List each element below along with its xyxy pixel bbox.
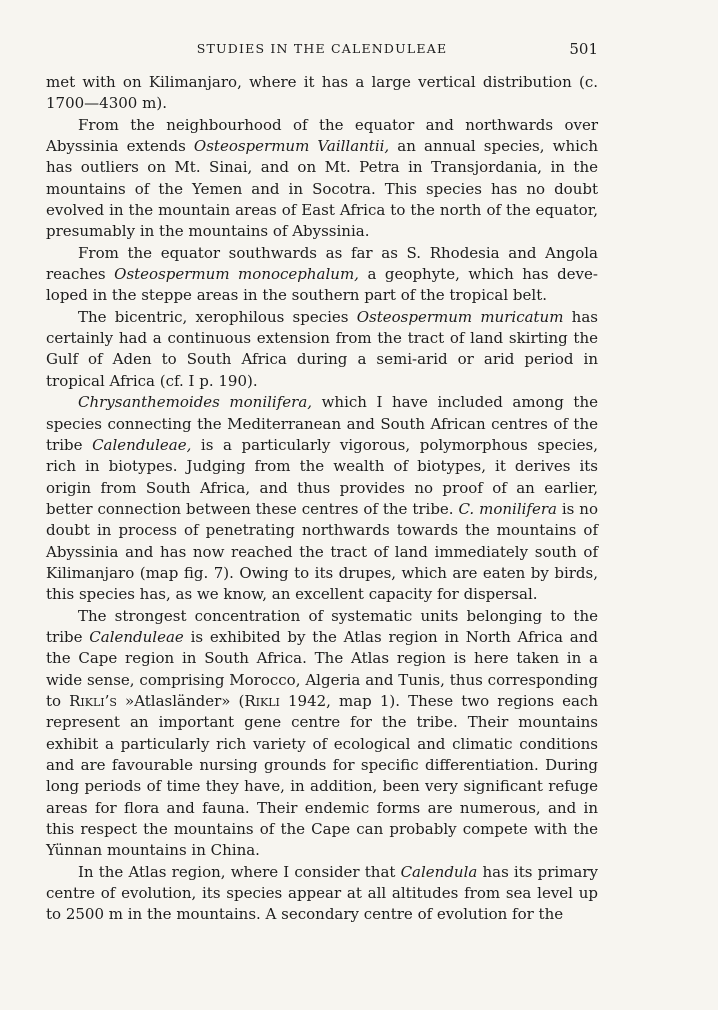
text-run: has certainly had a continuous extension from the tract of land skirting the Gulf of Aden to South Africa during a semi-arid or arid period in tropical Africa (cf. I p. 190). <box>46 307 598 390</box>
text-run: The strongest concentration of systematic units belonging to the tribe <box>46 606 598 646</box>
italic-term: Osteospermum muricatum <box>356 307 564 326</box>
italic-term: C. monilifera <box>458 499 557 518</box>
running-head: STUDIES IN THE CALENDULEAE <box>196 41 448 56</box>
text-run: The bicentric, xerophilous species <box>78 307 357 326</box>
text-run: an annual species, which has outliers on Mt. Sinai, and on Mt. Petra in Transjordania, in the mountains of the Yemen and in Socotra. This species has no doubt evolved in the mountain areas of East Africa to the north of the equator, presumably in the mountains of Abyssinia. <box>46 137 598 241</box>
text-run: met with on Kilimanjaro, where it has a large vertical distribution (c. 1700—4300 m). <box>46 73 598 113</box>
paragraph <box>46 392 598 605</box>
text-run: is no doubt in process of penetrating northwards towards the mountains of Abyssinia and has now reached the tract of land immediately south of Kilimanjaro (map fig. 7). Owing to its drupes, which are eaten by birds, this species has, as we know, an excellent capacity for dispersal. <box>46 499 598 604</box>
text-run: From the equator southwards as far as S. Rhodesia and Angola reaches <box>46 243 598 284</box>
page-number: 501 <box>569 40 598 58</box>
italic-term: Chrysanthemoides monilifera, <box>78 393 313 412</box>
text-run: a geophyte, which has developed in the steppe areas in the southern part of the tropical belt. <box>46 265 598 305</box>
paragraph <box>46 243 598 307</box>
paragraph <box>46 862 598 926</box>
author-name: Rikli <box>244 691 280 710</box>
text-run: is exhibited by the Atlas region in North Africa and the Cape region in South Africa. The Atlas region is here taken in a wide sense, comprising Morocco, Algeria and Tunis, thus corresponding to <box>46 627 598 710</box>
paragraph <box>46 307 598 392</box>
text-run: has its primary centre of evolution, its species appear at all altitudes from sea level up to 2500 m in the mountains. A secondary centre of evolution for the <box>46 862 598 924</box>
page-header <box>46 40 598 58</box>
text-run: which I have included among the species connecting the Mediterranean and South African centres of the tribe <box>46 393 598 454</box>
text-run: is a particularly vigorous, polymorphous species, rich in biotypes. Judging from the wealth of biotypes, it derives its origin from South Africa, and thus provides no proof of an earlier, better connection between these centres of the tribe. <box>46 435 598 518</box>
paragraph <box>46 72 598 115</box>
italic-term: Osteospermum monocephalum, <box>114 265 359 284</box>
italic-term: Calendula <box>400 862 478 881</box>
italic-term: Calenduleae, <box>92 435 192 454</box>
paragraph <box>46 115 598 243</box>
author-name: Rikli’s <box>69 691 117 710</box>
text-run: In the Atlas region, where I consider that <box>78 862 401 881</box>
italic-term: Osteospermum Vaillantii, <box>193 137 390 156</box>
text-run: »Atlasländer» ( <box>116 691 245 710</box>
paragraph <box>46 606 598 862</box>
italic-term: Calenduleae <box>89 627 184 646</box>
text-run: From the neighbourhood of the equator and northwards over Abyssinia extends <box>46 115 598 156</box>
body-text <box>46 72 598 926</box>
text-run: 1942, map 1). These two regions each represent an important gene centre for the tribe. Their mountains exhibit a particularly rich variety of ecological and climatic conditions and are favourable nursing grounds for specific differentiation. During long periods of time they have, in addition, been very significant refuge areas for flora and fauna. Their endemic forms are numerous, and in this respect the mountains of the Cape can probably compete with the Yünnan mountains in China. <box>46 691 599 860</box>
